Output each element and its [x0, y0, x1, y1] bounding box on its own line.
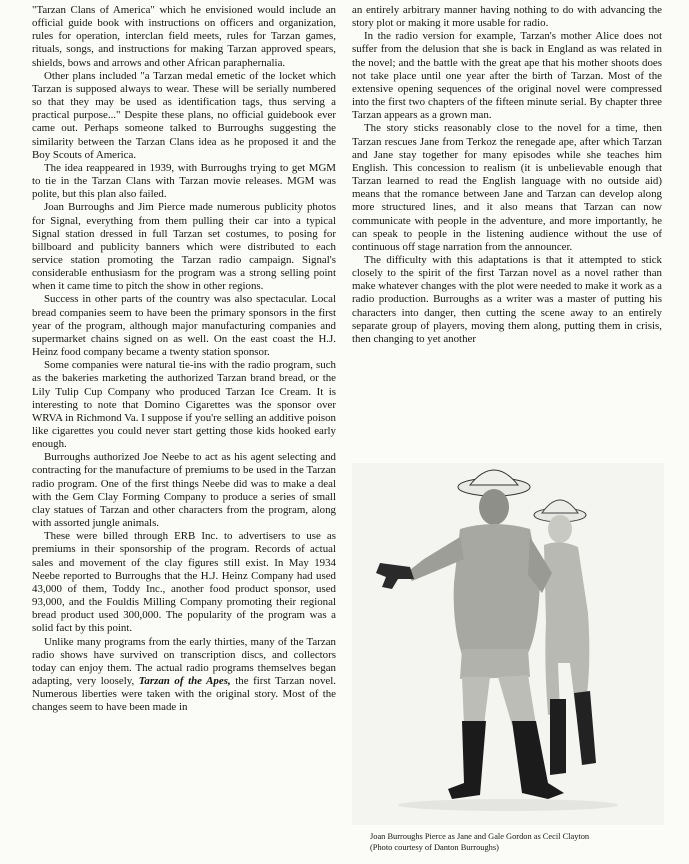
paragraph	[32, 636, 336, 715]
publicity-photo	[352, 463, 664, 825]
paragraph-text: Unlike many programs from the early thirties, many of the Tarzan radio shows have survived on transcription discs, and collectors today can enjoy them. The actual radio programs themselves began adapting, very loosely,	[32, 635, 336, 687]
paragraph: Other plans included "a Tarzan medal emetic of the locket which Tarzan is supposed always to wear. These will be serially numbered so that they may be used as identification tags, thus serving a practical purpose..." Despite these plans, no official guidebook ever came out. Perhaps someone talked to Burroughs suggesting the similarity between the Tarzan Clans idea as he proposed it and the Boy Scouts of America.	[32, 69, 336, 161]
paragraph: Burroughs authorized Joe Neebe to act as his agent selecting and contracting for the manufacture of premiums to be used in the Tarzan radio program. One of the first things Neebe did was to make a deal with the Gem Clay Forming Company to produce a series of small clay statues of Tarzan and other characters from the program, along with assorted jungle animals.	[32, 451, 336, 530]
caption-credit: (Photo courtesy of Danton Burroughs)	[370, 843, 499, 852]
paragraph: Success in other parts of the country was also spectacular. Local bread companies seem to have been the primary sponsors in the first year of the program, although major manufacturing companies and supermarket chains signed on as well. On the east coast the H.J. Heinz food company became a twenty station sponsor.	[32, 293, 336, 359]
paragraph: Some companies were natural tie-ins with the radio program, such as the bakeries marketing the authorized Tarzan brand bread, or the Lily Tulip Cup Company who produced Tarzan Ice Cream. It is interesting to note that Domino Cigarettes was the sponsor over WRVA in Richmond Va. I suppose if you're selling an additive poison like cigarettes you could never start getting those kids hooked early enough.	[32, 359, 336, 451]
paragraph: The difficulty with this adaptations is that it attempted to stick closely to the spirit of the first Tarzan novel as a novel rather than make whatever changes with the plot were needed to make it work as a radio production. Burroughs as a writer was a master of putting his characters into danger, then cutting the scene away to an entirely separate group of players, moving them along, putting them in crisis, then changing to yet another	[352, 253, 662, 345]
right-column	[352, 4, 662, 346]
paragraph: The idea reappeared in 1939, with Burroughs trying to get MGM to tie in the Tarzan Clans with Tarzan movie releases. MGM was polite, but this plan also failed.	[32, 161, 336, 201]
paragraph-text: the first Tarzan novel. Numerous liberties were taken with the original story. Most of the changes seem to have been made in	[32, 674, 336, 714]
paragraph: "Tarzan Clans of America" which he envisioned would include an official guide book with instructions on officers and organization, rules for operation, interclan field meets, rules for Tarzan games, rituals, songs, and instructions for making Tarzan approved spears, shields, bows and arrows and other African paraphernalia.	[32, 4, 336, 69]
paragraph: Joan Burroughs and Jim Pierce made numerous publicity photos for Signal, everything from them pulling their car into a typical Signal station dressed in full Tarzan set costumes, to posing for billboard and publicity banners which were distributed to each service station promoting the Tarzan radio campaign. Signal's considerable enthusiasm for the program was a strong selling point when it came time to pitch the show in other regions.	[32, 201, 336, 293]
book-title: Tarzan of the Apes,	[138, 674, 231, 687]
photo-caption	[352, 831, 664, 853]
caption-line: Joan Burroughs Pierce as Jane and Gale Gordon as Cecil Clayton	[370, 832, 590, 841]
paragraph: These were billed through ERB Inc. to advertisers to use as premiums in their sponsorship of the program. Records of actual sales and movement of the clay figures still exist. In May 1934 Neebe reported to Burroughs that the H.J. Heinz Company had used 43,000 of them, Toddy Inc., another food product sponsor, used 93,000, and the Fouldis Milling Company promoting their regional bread product used 300,000. The popularity of the program was a solid fact by this point.	[32, 530, 336, 635]
left-column	[32, 4, 336, 714]
paragraph: The story sticks reasonably close to the novel for a time, then Tarzan rescues Jane from Terkoz the renegade ape, after which Tarzan and Jane stay together for many episodes while she teaches him English. This concession to realism (it is unbelievable enough that Tarzan learned to read the English language with no outside aid) means that the romance between Jane and Tarzan can develop along more structured lines, and it also means that Tarzan can now communicate with people in the adventure, and more importantly, he can speak to people in the listening audience without the use of continuous off stage narration from the announcer.	[352, 122, 662, 253]
paragraph: an entirely arbitrary manner having nothing to do with advancing the story plot or making it more usable for radio.	[352, 4, 662, 30]
paragraph: In the radio version for example, Tarzan's mother Alice does not suffer from the delusion that she is back in England as was related in the novel; and the battle with the great ape that his mother shoots does not take place until one year after the birth of Tarzan. Most of the extensive opening sequences of the original novel were compressed into the first two chapters of the fifteen minute serial. By chapter three Tarzan appears as a grown man.	[352, 30, 662, 122]
photo-figure	[352, 463, 664, 853]
photo-illustration	[352, 463, 664, 825]
